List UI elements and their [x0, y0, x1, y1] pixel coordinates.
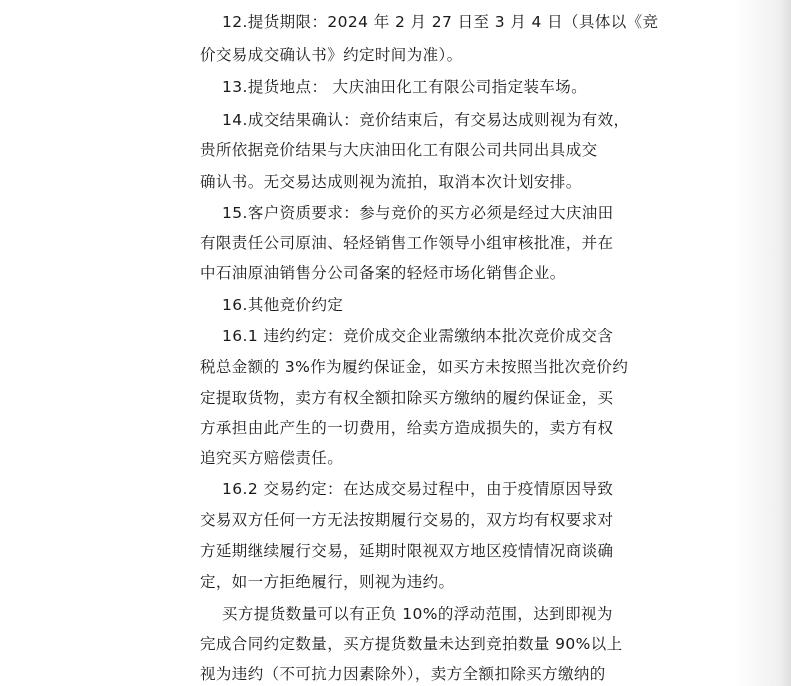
clause-16-1-line-2: 税总金额的 3%作为履约保证金，如买方未按照当批次竞价约 — [200, 358, 629, 376]
clause-16-1-line-1: 16.1 违约约定：竞价成交企业需缴纳本批次竞价成交含 — [222, 327, 614, 345]
clause-14-line-2: 贵所依据竞价结果与大庆油田化工有限公司共同出具成交 — [200, 141, 598, 159]
clause-16-2-line-2: 交易双方任何一方无法按期履行交易的，双方均有权要求对 — [200, 511, 614, 529]
quantity-line-1: 买方提货数量可以有正负 10%的浮动范围，达到即视为 — [222, 605, 613, 623]
clause-16-heading: 16.其他竞价约定 — [222, 296, 344, 314]
page-edge-shadow — [779, 0, 791, 686]
clause-16-2-line-3: 方延期继续履行交易，延期时限视双方地区疫情情况商谈确 — [200, 542, 614, 560]
clause-16-2-line-1: 16.2 交易约定：在达成交易过程中，由于疫情原因导致 — [222, 480, 614, 498]
clause-16-1-line-4: 方承担由此产生的一切费用，给卖方造成损失的，卖方有权 — [200, 419, 614, 437]
clause-14-line-3: 确认书。无交易达成则视为流拍，取消本次计划安排。 — [200, 173, 582, 191]
quantity-line-2: 完成合同约定数量，买方提货数量未达到竞拍数量 90%以上 — [200, 635, 623, 653]
clause-13-line-1: 13.提货地点： 大庆油田化工有限公司指定装车场。 — [222, 78, 588, 96]
clause-15-line-1: 15.客户资质要求：参与竞价的买方必须是经过大庆油田 — [222, 204, 614, 222]
clause-14-line-1: 14.成交结果确认：竞价结束后，有交易达成则视为有效， — [222, 111, 630, 129]
clause-16-1-line-3: 定提取货物，卖方有权全额扣除买方缴纳的履约保证金，买 — [200, 389, 614, 407]
clause-12-line-1: 12.提货期限：2024 年 2 月 27 日至 3 月 4 日（具体以《竞 — [222, 13, 659, 31]
quantity-line-3: 视为违约（不可抗力因素除外），卖方全额扣除买方缴纳的 — [200, 665, 606, 683]
clause-16-2-line-4: 定，如一方拒绝履行，则视为违约。 — [200, 573, 455, 591]
clause-12-line-2: 价交易成交确认书》约定时间为准）。 — [200, 46, 463, 64]
clause-15-line-2: 有限责任公司原油、轻烃销售工作领导小组审核批准，并在 — [200, 234, 614, 252]
clause-15-line-3: 中石油原油销售分公司备案的轻烃市场化销售企业。 — [200, 264, 566, 282]
clause-16-1-line-5: 追究买方赔偿责任。 — [200, 449, 344, 467]
